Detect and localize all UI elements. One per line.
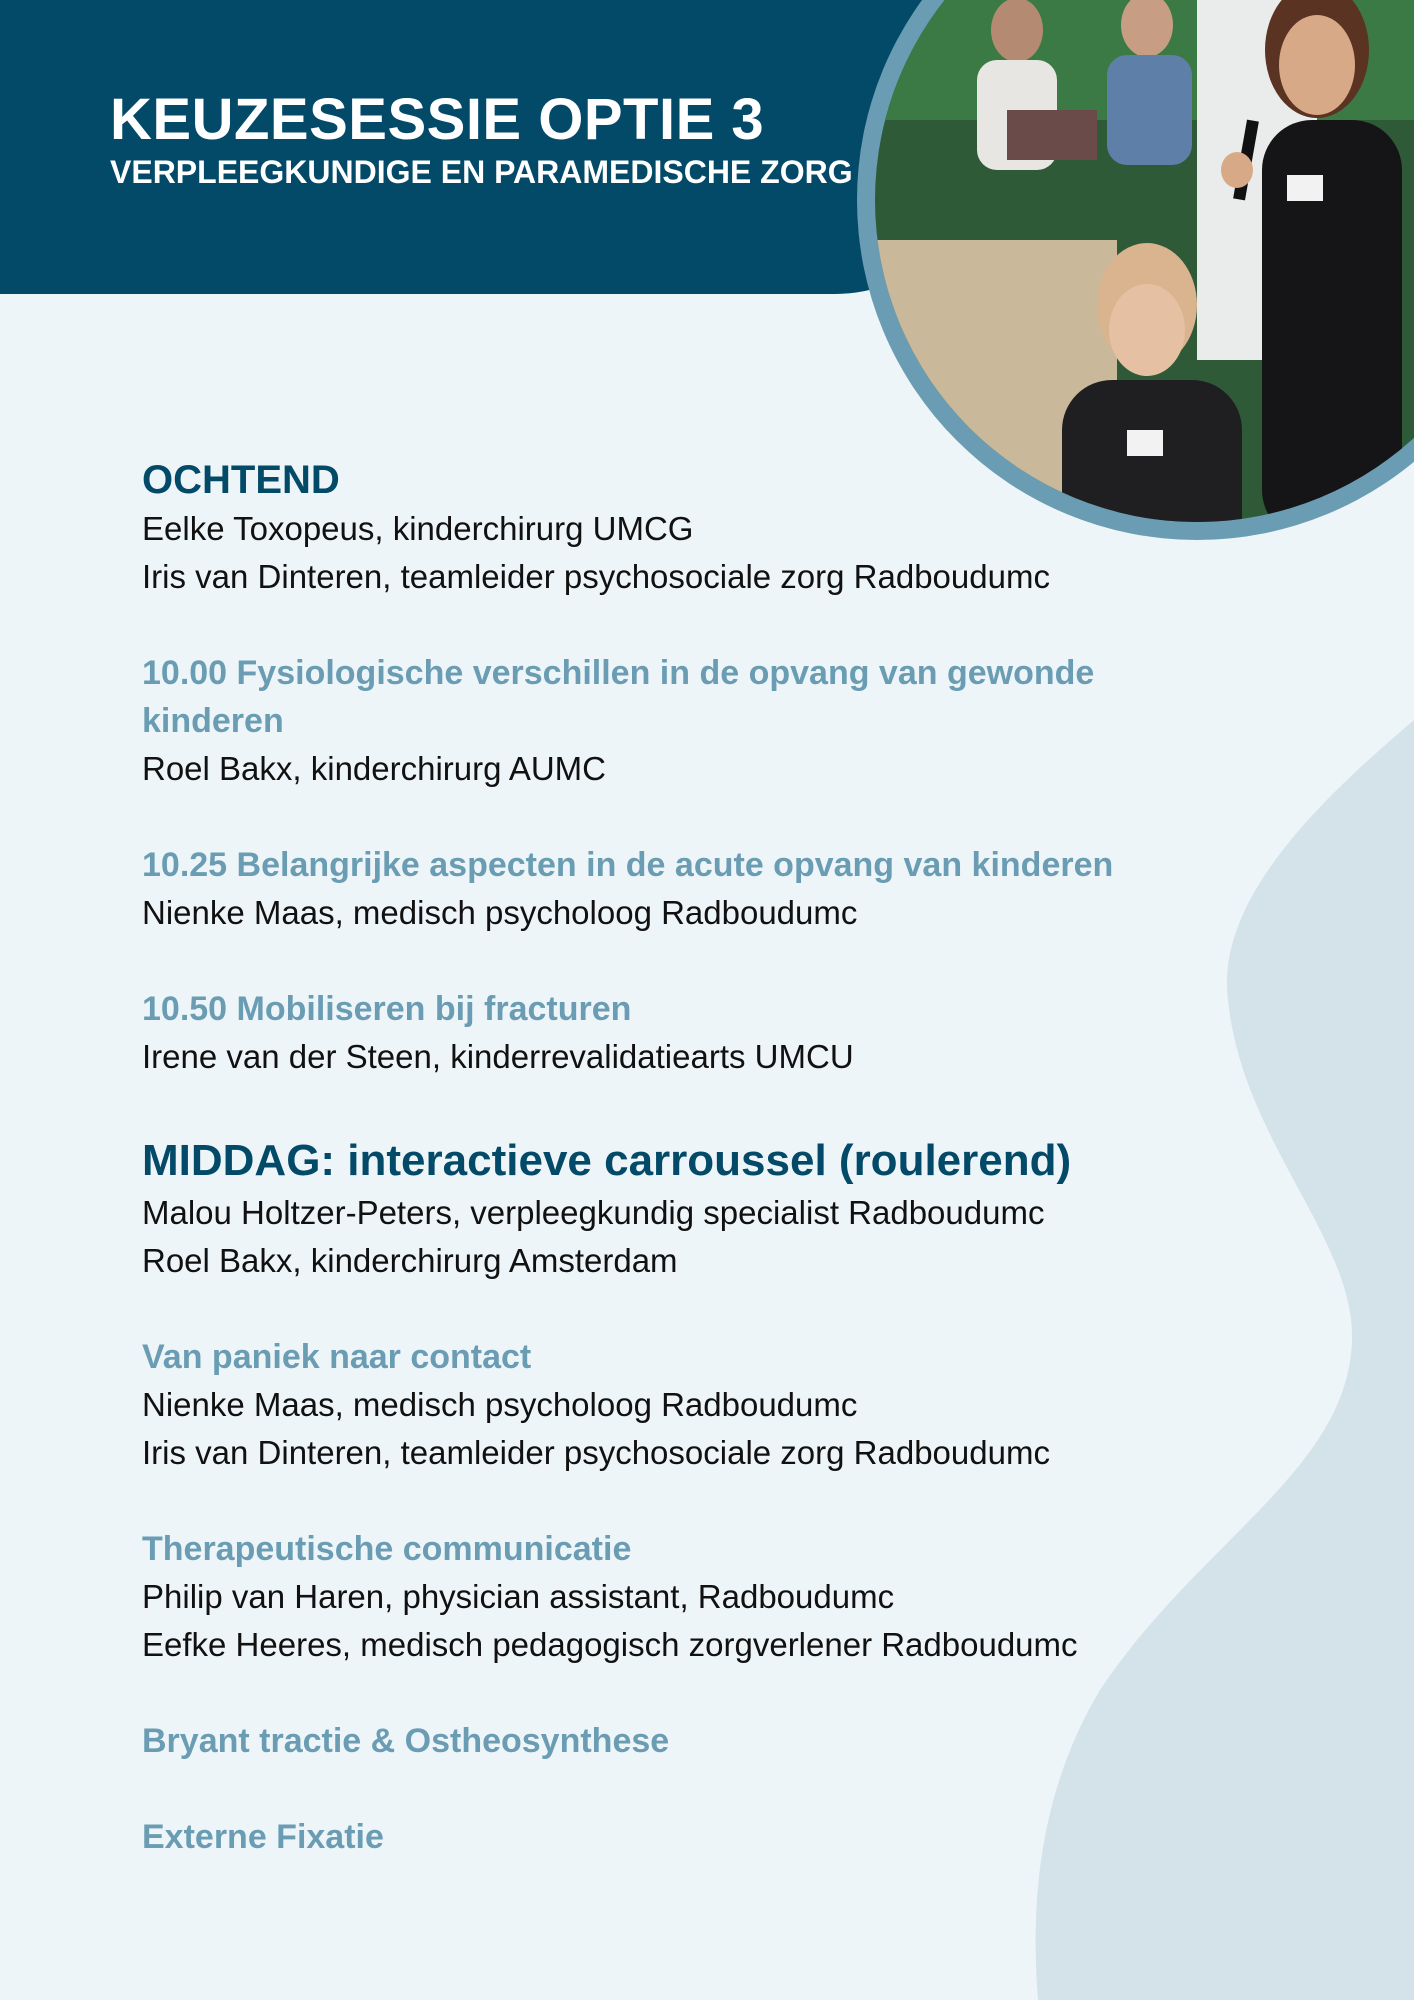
page-title: KEUZESESSIE OPTIE 3 <box>110 87 765 152</box>
session-title: 10.25 Belangrijke aspecten in de acute opvang van kinderen <box>142 846 1114 884</box>
session-title: Van paniek naar contact <box>142 1338 532 1376</box>
afternoon-heading: MIDDAG: interactieve carroussel (roulerend) <box>142 1136 1072 1185</box>
session-speaker: Eefke Heeres, medisch pedagogisch zorgverlener Radboudumc <box>142 1626 1078 1663</box>
session-title: Externe Fixatie <box>142 1818 384 1856</box>
session-title: 10.50 Mobiliseren bij fracturen <box>142 990 632 1028</box>
session-title: 10.00 Fysiologische verschillen in de opvang van gewonde <box>142 654 1095 692</box>
afternoon-host: Roel Bakx, kinderchirurg Amsterdam <box>142 1242 678 1279</box>
session-speaker: Irene van der Steen, kinderrevalidatiearts UMCU <box>142 1038 854 1075</box>
session-speaker: Iris van Dinteren, teamleider psychosociale zorg Radboudumc <box>142 1434 1050 1471</box>
session-title: Therapeutische communicatie <box>142 1530 632 1568</box>
program-content <box>142 455 1292 1861</box>
morning-host: Iris van Dinteren, teamleider psychosociale zorg Radboudumc <box>142 558 1050 595</box>
session-speaker: Roel Bakx, kinderchirurg AUMC <box>142 750 606 787</box>
page-subtitle: VERPLEEGKUNDIGE EN PARAMEDISCHE ZORG <box>110 154 853 190</box>
session-title-continued: kinderen <box>142 702 284 740</box>
session-speaker: Nienke Maas, medisch psycholoog Radboudumc <box>142 1386 858 1423</box>
morning-host: Eelke Toxopeus, kinderchirurg UMCG <box>142 510 694 547</box>
morning-heading: OCHTEND <box>142 458 340 502</box>
session-speaker: Philip van Haren, physician assistant, Radboudumc <box>142 1578 895 1615</box>
session-title: Bryant tractie & Ostheosynthese <box>142 1722 670 1760</box>
afternoon-host: Malou Holtzer-Peters, verpleegkundig specialist Radboudumc <box>142 1194 1045 1231</box>
session-speaker: Nienke Maas, medisch psycholoog Radboudumc <box>142 894 858 931</box>
